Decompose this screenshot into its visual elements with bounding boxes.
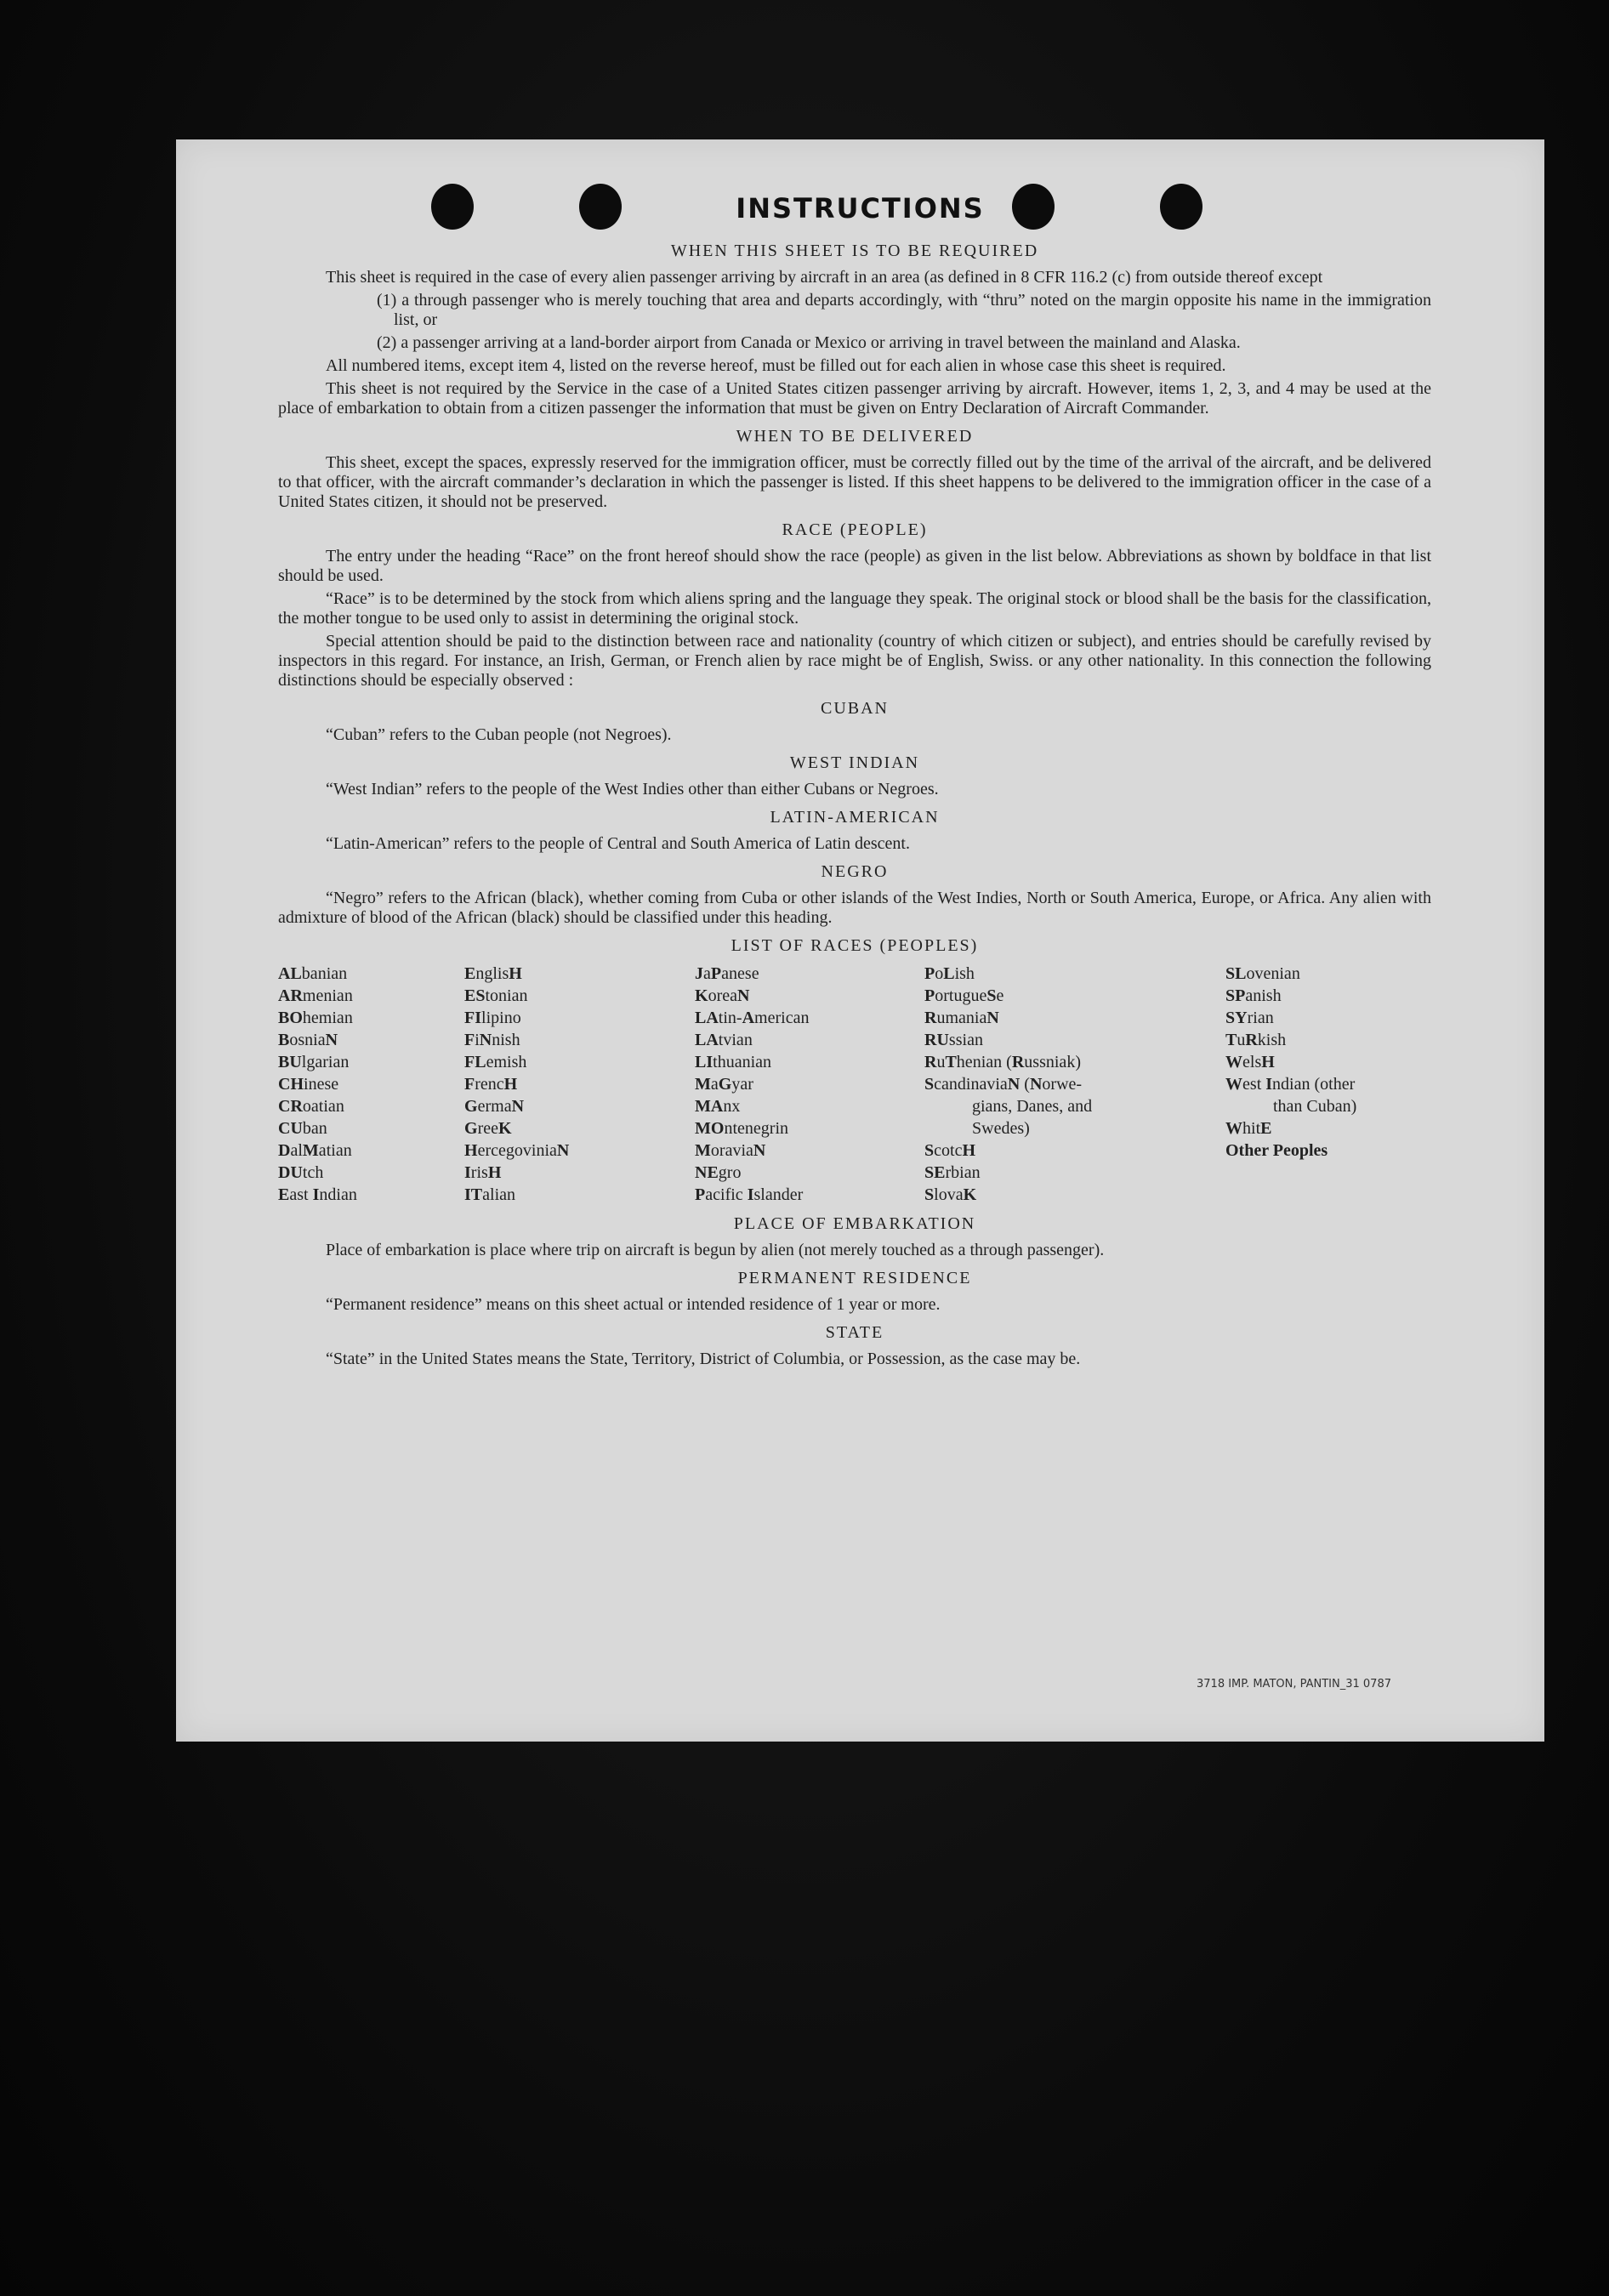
section-heading: LIST OF RACES (PEOPLES)	[731, 936, 979, 955]
race-entry: ScotcH	[924, 1141, 976, 1160]
race-entry: FLemish	[464, 1053, 527, 1071]
race-entry: RuThenian (Russniak)	[924, 1053, 1081, 1071]
race-entry: SlovaK	[924, 1185, 977, 1204]
race-entry: MoraviaN	[695, 1141, 766, 1160]
paragraph: “West Indian” refers to the people of the West Indies other than either Cubans or Negroes.	[326, 780, 939, 798]
paragraph: Place of embarkation is place where trip on aircraft is begun by alien (not merely touched as a through passenger).	[326, 1241, 1105, 1259]
race-entry: East Indian	[278, 1185, 357, 1204]
race-entry: SYrian	[1225, 1009, 1274, 1027]
race-entry: CUban	[278, 1119, 327, 1138]
paragraph: “Latin-American” refers to the people of Central and South America of Latin descent.	[326, 834, 910, 853]
race-entry: GermaN	[464, 1097, 525, 1116]
race-entry: Other Peoples	[1225, 1141, 1328, 1160]
race-entry: RumaniaN	[924, 1009, 999, 1027]
race-entry: HercegoviniaN	[464, 1141, 570, 1160]
race-column	[924, 963, 1225, 1206]
race-entry: SLovenian	[1225, 964, 1300, 983]
race-entry: SErbian	[924, 1163, 981, 1182]
section-heading: WEST INDIAN	[789, 753, 920, 772]
race-entry: ScandinaviaN (Norwe-	[924, 1075, 1083, 1094]
race-entry: RUssian	[924, 1031, 983, 1049]
list-item: (1) a through passenger who is merely touching that area and departs accordingly, with “thru” noted on the margin opposite his name in the immigration list, or	[377, 291, 1431, 329]
race-column	[695, 963, 924, 1206]
instructions-body	[278, 233, 1431, 1372]
paragraph: The entry under the heading “Race” on the front hereof should show the race (people) as given in the list below. Abbreviations as shown by boldface in that list should be used.	[278, 547, 1431, 585]
section-heading: PERMANENT RESIDENCE	[737, 1269, 972, 1287]
section-heading: PLACE OF EMBARKATION	[733, 1214, 976, 1233]
paragraph: “State” in the United States means the State, Territory, District of Columbia, or Possession, as the case may be.	[326, 1350, 1081, 1368]
race-entry: NEgro	[695, 1163, 742, 1182]
race-entry: MaGyar	[695, 1075, 753, 1094]
race-entry: FrencH	[464, 1075, 518, 1094]
race-entry-continuation: than Cuban)	[1273, 1097, 1357, 1116]
section-heading: LATIN-AMERICAN	[770, 808, 940, 827]
race-entry: ARmenian	[278, 986, 353, 1005]
paragraph: This sheet is not required by the Service in the case of a United States citizen passenger arriving by aircraft. However, items 1, 2, 3, and 4 may be used at the place of embarkation to obtain from a citizen passenger the information that must be given on Entry Declaration of Aircraft Commander.	[278, 379, 1431, 418]
race-entry: KoreaN	[695, 986, 750, 1005]
race-entry: LAtvian	[695, 1031, 753, 1049]
section-heading: CUBAN	[820, 699, 889, 718]
race-entry: LAtin-American	[695, 1009, 810, 1027]
race-entry: PortugueSe	[924, 986, 1004, 1005]
race-entry: BUlgarian	[278, 1053, 350, 1071]
race-entry: FIlipino	[464, 1009, 521, 1027]
race-column	[464, 963, 695, 1206]
printer-code: 3718 IMP. MATON, PANTIN_31 0787	[1197, 1678, 1391, 1691]
race-entry-continuation: Swedes)	[972, 1119, 1030, 1138]
race-entry: CHinese	[278, 1075, 339, 1094]
race-entry: BosniaN	[278, 1031, 338, 1049]
race-entry: West Indian (other	[1225, 1075, 1356, 1094]
race-entry: DUtch	[278, 1163, 324, 1182]
race-entry: BOhemian	[278, 1009, 353, 1027]
paragraph: “Negro” refers to the African (black), whether coming from Cuba or other islands of the West Indies, North or South America, Europe, or Africa. Any alien with admixture of blood of the African (black) should be classified under this heading.	[278, 889, 1431, 927]
race-column	[1225, 963, 1430, 1206]
race-entry: LIthuanian	[695, 1053, 772, 1071]
race-entry: PoLish	[924, 964, 975, 983]
section-heading: NEGRO	[821, 862, 889, 881]
document-page	[176, 139, 1544, 1742]
section-heading: RACE (PEOPLE)	[782, 520, 928, 539]
paragraph: This sheet, except the spaces, expressly reserved for the immigration officer, must be correctly filled out by the time of the arrival of the aircraft, and be delivered to that officer, with the aircraft commander’s declaration in which the passenger is listed. If this sheet happens to be delivered to the immigration officer in the case of a United States citizen, it should not be preserved.	[278, 453, 1431, 511]
race-entry: FiNnish	[464, 1031, 520, 1049]
race-entry: JaPanese	[695, 964, 759, 983]
section-heading: WHEN THIS SHEET IS TO BE REQUIRED	[670, 242, 1039, 260]
paragraph: “Permanent residence” means on this sheet actual or intended residence of 1 year or more.	[326, 1295, 941, 1314]
race-entry: TuRkish	[1225, 1031, 1287, 1049]
paragraph: Special attention should be paid to the distinction between race and nationality (country of which citizen or subject), and entries should be carefully revised by inspectors in this regard. For instance, an Irish, German, or French alien by race might be of English, Swiss. or any other nationality. In this connection the following distinctions should be especially observed :	[278, 632, 1431, 690]
section-heading: STATE	[825, 1323, 884, 1342]
race-entry: EnglisH	[464, 964, 522, 983]
race-entry: GreeK	[464, 1119, 512, 1138]
paragraph: All numbered items, except item 4, listed on the reverse hereof, must be filled out for each alien in whose case this sheet is required.	[326, 356, 1226, 375]
race-entry-continuation: gians, Danes, and	[972, 1097, 1093, 1116]
section-heading: WHEN TO BE DELIVERED	[736, 427, 974, 446]
race-entry: WhitE	[1225, 1119, 1272, 1138]
list-item: (2) a passenger arriving at a land-border airport from Canada or Mexico or arriving in travel between the mainland and Alaska.	[377, 333, 1241, 352]
race-entry: CRoatian	[278, 1097, 344, 1116]
paragraph: This sheet is required in the case of every alien passenger arriving by aircraft in an area (as defined in 8 CFR 116.2 (c) from outside thereof except	[326, 268, 1323, 287]
race-entry: MOntenegrin	[695, 1119, 789, 1138]
race-entry: MAnx	[695, 1097, 741, 1116]
race-column	[278, 963, 464, 1206]
paragraph: “Cuban” refers to the Cuban people (not Negroes).	[326, 725, 672, 744]
race-entry: SPanish	[1225, 986, 1282, 1005]
race-entry: Pacific Islander	[695, 1185, 804, 1204]
paragraph: “Race” is to be determined by the stock from which aliens spring and the language they speak. The original stock or blood shall be the basis for the classification, the mother tongue to be used only to assist in determining the original stock.	[278, 589, 1431, 628]
page-title: INSTRUCTIONS	[736, 192, 985, 224]
race-entry: WelsH	[1225, 1053, 1275, 1071]
race-list	[278, 963, 1431, 1206]
race-entry: IrisH	[464, 1163, 502, 1182]
race-entry: ALbanian	[278, 964, 348, 983]
race-entry: DalMatian	[278, 1141, 352, 1160]
race-entry: EStonian	[464, 986, 528, 1005]
race-entry: ITalian	[464, 1185, 516, 1204]
